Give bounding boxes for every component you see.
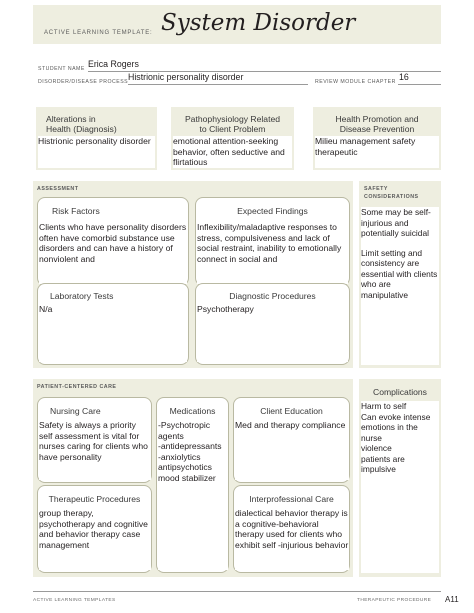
pathophysiology-panel	[171, 107, 294, 170]
risk-factors-card	[37, 197, 189, 286]
assessment-label: ASSESSMENT	[37, 186, 79, 192]
alterations-panel	[36, 107, 157, 170]
safety-panel	[359, 181, 441, 368]
medications-title: Medications	[169, 406, 216, 416]
client-education-content[interactable]: Med and therapy compliance	[235, 420, 349, 480]
interprofessional-care-card	[233, 485, 350, 573]
alterations-title-line2: Health (Diagnosis)	[46, 124, 117, 134]
nursing-care-content[interactable]: Safety is always a priority self assessment is vital for nurses caring for clients who have personality	[39, 420, 151, 480]
therapeutic-procedures-content[interactable]: group therapy, psychotherapy and cognitive and behavior therapy case management	[39, 508, 151, 570]
footer-right-label: THERAPEUTIC PROCEDURE	[357, 598, 432, 603]
medication-item: -Psychotropic	[158, 420, 211, 430]
pathophysiology-title-line2: to Client Problem	[199, 124, 266, 134]
medications-card	[156, 397, 229, 573]
module-chapter-field[interactable]: 16	[399, 72, 409, 82]
complication-item: Can evoke intense	[361, 411, 431, 422]
complications-title: Complications	[373, 387, 427, 397]
disorder-label: DISORDER/DISEASE PROCESS	[38, 79, 129, 85]
student-name-label: STUDENT NAME	[38, 66, 85, 72]
disorder-field[interactable]: Histrionic personality disorder	[128, 72, 244, 82]
complications-panel	[359, 379, 441, 577]
medication-item: -antidepressants	[158, 441, 222, 451]
lab-tests-card	[37, 283, 189, 365]
nursing-care-card	[37, 397, 152, 483]
pathophysiology-content[interactable]: emotional attention-seeking behavior, often seductive and flirtatious	[173, 136, 292, 168]
pathophysiology-title-line1: Pathophysiology Related	[184, 114, 281, 124]
student-name-field[interactable]: Erica Rogers	[88, 59, 139, 69]
template-header	[33, 5, 441, 44]
medication-item: agents	[158, 430, 184, 441]
template-label: ACTIVE LEARNING TEMPLATE:	[44, 30, 153, 36]
medications-content[interactable]	[158, 420, 228, 570]
health-promotion-title-line2: Disease Prevention	[339, 124, 415, 134]
complication-item: Harm to self	[361, 401, 407, 411]
alterations-title-line1: Alterations in	[46, 114, 96, 124]
disorder-underline	[128, 84, 308, 85]
module-underline	[398, 84, 441, 85]
complication-item: violence	[361, 443, 392, 453]
complication-item: emotions in the	[361, 422, 418, 432]
complication-item: impulsive	[361, 464, 396, 474]
patient-care-panel	[33, 379, 353, 577]
assessment-panel	[33, 181, 353, 368]
health-promotion-panel	[313, 107, 441, 170]
client-education-card	[233, 397, 350, 483]
risk-factors-content[interactable]: Clients who have personality disorders often have comorbid substance use disorders and can have a history of nonviolent and	[39, 222, 187, 284]
complication-item: nurse	[361, 432, 382, 443]
diagnostic-procedures-title: Diagnostic Procedures	[229, 291, 316, 301]
nursing-care-title: Nursing Care	[50, 406, 101, 416]
expected-findings-card	[195, 197, 350, 286]
therapeutic-procedures-card	[37, 485, 152, 573]
diagnostic-procedures-card	[195, 283, 350, 365]
footer-left-label: ACTIVE LEARNING TEMPLATES	[33, 598, 116, 603]
medication-item: -anxiolytics	[158, 451, 201, 462]
risk-factors-title: Risk Factors	[52, 206, 100, 216]
diagnostic-procedures-content[interactable]: Psychotherapy	[197, 304, 348, 362]
health-promotion-title-line1: Health Promotion and	[335, 114, 419, 124]
page-title: System Disorder	[161, 10, 356, 36]
safety-label-line1: SAFETY	[364, 186, 388, 192]
health-promotion-content[interactable]: Milieu management safety therapeutic	[315, 136, 439, 168]
complications-content[interactable]	[361, 401, 439, 573]
safety-paragraph-2: Limit setting and consistency are essential with clients who are manipulative	[361, 247, 438, 300]
page-number: A11	[445, 595, 459, 604]
safety-paragraph-1: Some may be self-injurious and potentially suicidal	[361, 207, 431, 238]
lab-tests-title: Laboratory Tests	[50, 291, 114, 301]
interprofessional-care-title: Interprofessional Care	[249, 494, 334, 504]
medication-item: antipsychotics	[158, 462, 212, 472]
client-education-title: Client Education	[260, 406, 323, 416]
expected-findings-title: Expected Findings	[237, 206, 308, 216]
module-chapter-label: REVIEW MODULE CHAPTER	[315, 79, 396, 85]
medication-item: mood stabilizer	[158, 472, 216, 483]
expected-findings-content[interactable]: Inflexibility/maladaptive responses to stress, compulsiveness and lack of social restraint, inability to emotionally connect in social and	[197, 222, 348, 284]
complication-item: patients are	[361, 453, 405, 464]
safety-content[interactable]	[361, 207, 439, 365]
patient-care-label: PATIENT-CENTERED CARE	[37, 384, 117, 390]
interprofessional-care-content[interactable]: dialectical behavior therapy is a cognitive-behavioral therapy used for clients who exhibit self -injurious behavior	[235, 508, 349, 570]
footer-divider	[33, 591, 441, 592]
alterations-content[interactable]: Histrionic personality disorder	[38, 136, 155, 168]
lab-tests-content[interactable]: N/a	[39, 304, 187, 362]
therapeutic-procedures-title: Therapeutic Procedures	[48, 494, 141, 504]
safety-label-line2: CONSIDERATIONS	[364, 194, 419, 200]
